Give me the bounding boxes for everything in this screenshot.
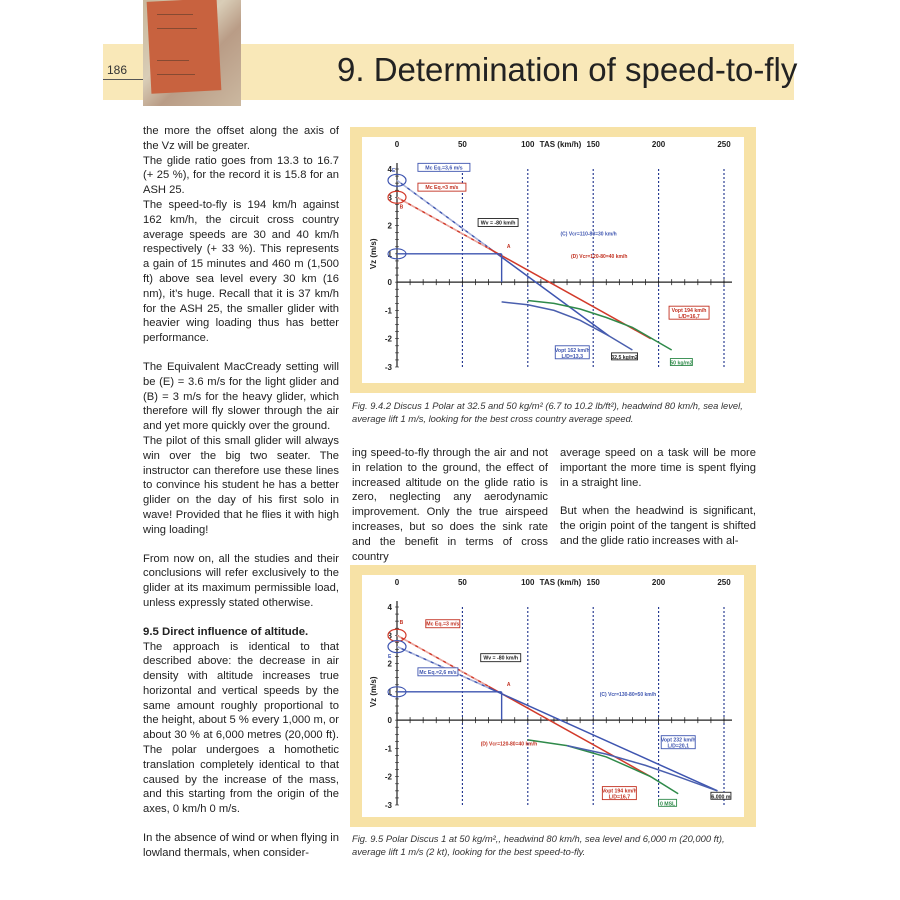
mid-column-a xyxy=(352,446,548,578)
x-tick-label: 50 xyxy=(457,578,467,587)
x-tick-label: 50 xyxy=(457,140,467,149)
point-a-label: A xyxy=(506,244,511,251)
y-tick-label: 0 xyxy=(387,716,392,726)
mc-e-label: Mc Eq.=3,6 m/s xyxy=(425,165,463,172)
mc-b-label: Mc Eq.=3 m/s xyxy=(426,621,460,628)
wind-label: Wv = -80 km/h xyxy=(483,655,519,662)
header-photo xyxy=(143,0,241,106)
vopt-blue-label: L/D=13,3 xyxy=(561,353,584,360)
x-tick-label: 0 xyxy=(394,140,400,149)
chapter-title: 9. Determination of speed-to-fly xyxy=(337,51,798,88)
d-vcr-label: (D) Vcr=120-80=40 km/h xyxy=(570,254,628,261)
vopt-blue-label: Vopt 162 km/h xyxy=(554,347,590,354)
vopt-blue-label: Vopt 232 km/h xyxy=(660,737,696,744)
paragraph: The speed-to-fly is 194 km/h against 162 km/h, the circuit cross country average speeds are 30 and 40 km/h respectively (+ 33 %). This represents a gain of 15 minutes and 460 m (1,500 ft) above sea level every 30 km (16 nm), it’s huge. Recall that it is 37 km/h for the ASH 25, the smaller glider with heavier wing loading thus has better performance. xyxy=(143,198,339,345)
figure-2-chart xyxy=(362,575,744,817)
vopt-red-label: L/D=16,7 xyxy=(608,794,631,801)
y-tick-label: 4 xyxy=(387,165,392,174)
load-2-label: 50 kg/m2 xyxy=(670,360,693,367)
c-vcr-label: (C) Vcr=110-80=30 km/h xyxy=(560,231,617,238)
y-tick-label: -3 xyxy=(384,363,392,372)
y-tick-label: -3 xyxy=(384,801,392,810)
y-tick-label: -1 xyxy=(384,744,392,754)
y-tick-label: 2 xyxy=(387,659,392,669)
paragraph: The pilot of this small glider will always win over the big two seater. The instructor can therefore use these lines to convince his student he has a better glider on the day of his first solo in wave! Provided that he flies it with high wing loading! xyxy=(143,434,339,536)
polar-curve-50-kg-m2 xyxy=(528,301,672,351)
page-number: 186 xyxy=(107,63,128,77)
y-tick-label: 3 xyxy=(387,193,392,203)
x-axis-label: TAS (km/h) xyxy=(539,578,582,587)
vopt-blue-label: L/D=20,1 xyxy=(667,743,689,750)
y-tick-label: 1 xyxy=(387,687,392,697)
y-tick-label: -1 xyxy=(384,306,392,316)
mc-e-label: Mc Eq.=2,6 m/s xyxy=(419,669,457,676)
x-tick-label: 0 xyxy=(394,578,400,587)
point-e-label: E xyxy=(392,167,396,174)
section-heading: 9.5 Direct influence of altitude. xyxy=(143,625,309,638)
x-tick-label: 100 xyxy=(521,140,535,149)
vopt-red-label: Vopt 194 km/h xyxy=(601,788,637,795)
y-tick-label: 2 xyxy=(387,221,392,231)
polar-curve-32-5-kg-m2 xyxy=(502,302,633,350)
x-axis-label: TAS (km/h) xyxy=(539,140,582,149)
point-a-label: A xyxy=(506,682,511,689)
y-tick-label: 4 xyxy=(387,603,392,612)
paragraph: average speed on a task will be more important the more time is spent flying in a straight line. xyxy=(560,447,756,489)
caption-line: Fig. 9.5 Polar Discus 1 at 50 kg/m²,, headwind 80 km/h, sea level and 6,000 m (20,000 ft), xyxy=(352,833,725,844)
msl-label: 0 MSL xyxy=(659,801,676,808)
x-tick-label: 200 xyxy=(651,578,666,587)
x-tick-label: 150 xyxy=(586,578,600,587)
point-b-label: B xyxy=(399,204,404,211)
y-tick-label: 0 xyxy=(387,278,392,288)
paragraph: From now on, all the studies and their conclusions will refer exclusively to the glider at its maximum permissible load, unless expressly stated otherwise. xyxy=(143,552,339,609)
y-tick-label: -2 xyxy=(384,334,392,344)
figure-1-chart xyxy=(362,137,744,383)
paragraph: ing speed-to-fly through the air and not in relation to the ground, the effect of increased altitude on the glide ratio is zero, neglecting any aerodynamic improvement. Only the true airspeed increases, but so does the sink rate and the benefit in terms of cross country xyxy=(352,447,548,563)
page-number-rule xyxy=(103,79,143,80)
figure-2-frame xyxy=(350,565,756,827)
x-tick-label: 150 xyxy=(586,140,600,149)
polar-curve-0-MSL xyxy=(528,740,678,794)
x-tick-label: 250 xyxy=(717,140,731,149)
mid-column-b xyxy=(560,446,756,563)
paragraph: The glide ratio goes from 13.3 to 16.7 (+ 25 %), for the record it is 15.8 for an ASH 25. xyxy=(143,154,339,197)
x-tick-label: 250 xyxy=(717,578,731,587)
y-axis-label: Vz (m/s) xyxy=(369,238,378,270)
y-tick-label: -2 xyxy=(384,772,392,782)
figure-2-caption xyxy=(352,833,756,858)
paragraph: In the absence of wind or when flying in lowland thermals, when consider- xyxy=(143,832,339,859)
paragraph: The Equivalent MacCready setting will be (E) = 3.6 m/s for the light glider and (B) = 3 m/s for the heavy glider, which therefore will fly slower through the air and yet more quickly over the ground. xyxy=(143,360,339,433)
y-axis-label: Vz (m/s) xyxy=(369,676,378,708)
y-tick-label: 1 xyxy=(387,249,392,259)
point-e-label: E xyxy=(388,653,392,660)
wind-label: Wv = -80 km/h xyxy=(480,220,516,227)
paragraph: The approach is identical to that described above: the decrease in air density with altitude increases true horizontal and vertical speeds by the same amount roughly proportional to the height, about 5 % every 1,000 m, or about 30 % at 6,000 metres (20,000 ft). The polar undergoes a homothetic translation completely identical to that caused by the increase of the mass, and this starting from the origin of the axes, 0 km/h 0 m/s. xyxy=(143,640,339,816)
left-column xyxy=(143,124,339,875)
paragraph: But when the headwind is significant, the origin point of the tangent is shifted and the glide ratio increases with al- xyxy=(560,505,756,547)
x-tick-label: 200 xyxy=(651,140,666,149)
caption-line: average lift 1 m/s (2 kt), looking for the best speed-to-fly. xyxy=(352,845,586,857)
load-1-label: 32,5 kg/m2 xyxy=(611,354,638,361)
alt-label: 6,000 m xyxy=(711,794,731,801)
figure-1-caption: Fig. 9.4.2 Discus 1 Polar at 32.5 and 50 kg/m² (6.7 to 10.2 lb/ft²), headwind 80 km/h, sea level, average lift 1 m/s, looking for the best cross country average speed. xyxy=(352,400,743,424)
y-tick-label: 3 xyxy=(387,631,392,641)
c-vcr-label: (C) Vcr=130-80=50 km/h xyxy=(599,692,657,699)
figure-1-frame xyxy=(350,127,756,393)
mc-b-label: Mc Eq.=3 m/s xyxy=(425,185,459,192)
d-vcr-label: (D) Vcr=120-80=40 km/h xyxy=(480,741,538,748)
point-b-label: B xyxy=(399,619,404,626)
x-tick-label: 100 xyxy=(521,578,535,587)
paragraph: the more the offset along the axis of the Vz will be greater. xyxy=(143,125,339,152)
vopt-red-label: L/D=16,7 xyxy=(678,314,700,321)
vopt-red-label: Vopt 194 km/h xyxy=(671,308,707,315)
